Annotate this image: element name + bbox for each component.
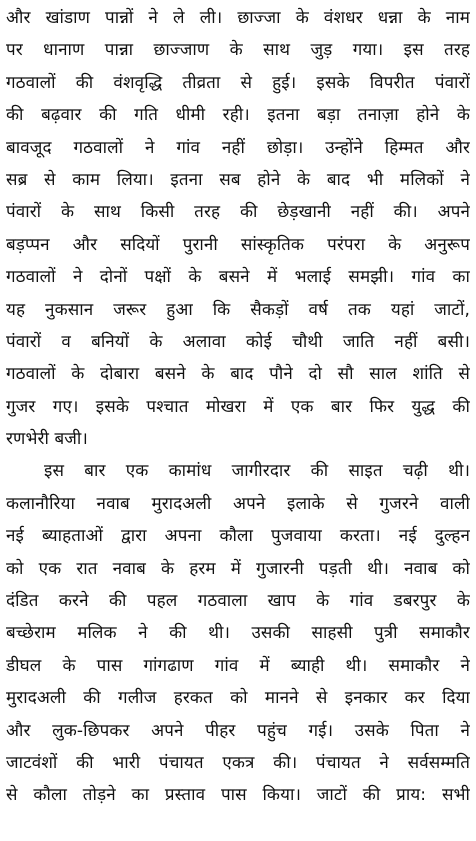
text-line: कलानौरिया नवाब मुरादअली अपने इलाके से गुजरने वाली <box>6 493 470 514</box>
text-line: गुजर गए। इसके पश्चात मोखरा में एक बार फिर युद्ध की <box>6 396 470 417</box>
text-line: और लुक-छिपकर अपने पीहर पहुंच गई। उसके पिता ने <box>6 720 470 741</box>
text-line: गठवालों की वंशवृद्धि तीव्रता से हुई। इसके विपरीत पंवारों <box>6 72 470 93</box>
text-line: गठवालों के दोबारा बसने के बाद पौने दो सौ साल शांति से <box>6 364 470 385</box>
text-line: बड़प्पन और सदियों पुरानी सांस्कृतिक परंपरा के अनुरूप <box>6 234 470 255</box>
text-line: मुरादअली की गलीज हरकत को मानने से इनकार कर दिया <box>6 688 470 709</box>
text-line: को एक रात नवाब के हरम में गुजारनी पड़ती थी। नवाब को <box>6 558 470 579</box>
text-line: जाटवंशों की भारी पंचायत एकत्र की। पंचायत ने सर्वसम्मति <box>6 752 470 773</box>
text-line: नई ब्याहताओं द्वारा अपना कौला पुजवाया करता। नई दुल्हन <box>6 526 470 547</box>
text-line: पर धानाण पान्ना छाज्जाण के साथ जुड़ गया। इस तरह <box>6 40 470 61</box>
text-line: और खांडाण पान्नों ने ले ली। छाज्जा के वंशधर धन्ना के नाम <box>6 8 470 28</box>
text-line: पंवारों के साथ किसी तरह की छेड़खानी नहीं की। अपने <box>6 202 470 223</box>
text-line: इस बार एक कामांध जागीरदार की साइत चढ़ी थी। <box>44 461 470 482</box>
text-line: दंडित करने की पहल गठवाला खाप के गांव डबरपुर के <box>6 591 470 612</box>
paragraph <box>6 455 470 811</box>
text-line: रणभेरी बजी। <box>6 429 88 450</box>
text-line: पंवारों व बनियों के अलावा कोई चौथी जाति नहीं बसी। <box>6 331 470 352</box>
text-line: बच्छेराम मलिक ने की थी। उसकी साहसी पुत्री समाकौर <box>6 623 470 644</box>
text-line: की बढ़वार की गति धीमी रही। इतना बड़ा तनाज़ा होने के <box>6 105 470 126</box>
text-line: सब्र से काम लिया। इतना सब होने के बाद भी मलिकों ने <box>6 169 470 190</box>
text-line: यह नुकसान जरूर हुआ कि सैकड़ों वर्ष तक यहां जाटों, <box>6 299 470 320</box>
text-line: गठवालों ने दोनों पक्षों के बसने में भलाई समझी। गांव का <box>6 267 470 288</box>
text-line: से कौला तोड़ने का प्रस्ताव पास किया। जाटों की प्राय: सभी <box>6 785 470 806</box>
text-line: डीघल के पास गांगढाण गांव में ब्याही थी। समाकौर ने <box>6 655 470 676</box>
text-line: बावजूद गठवालों ने गांव नहीं छोड़ा। उन्होंने हिम्मत और <box>6 137 470 158</box>
paragraph <box>6 2 470 455</box>
